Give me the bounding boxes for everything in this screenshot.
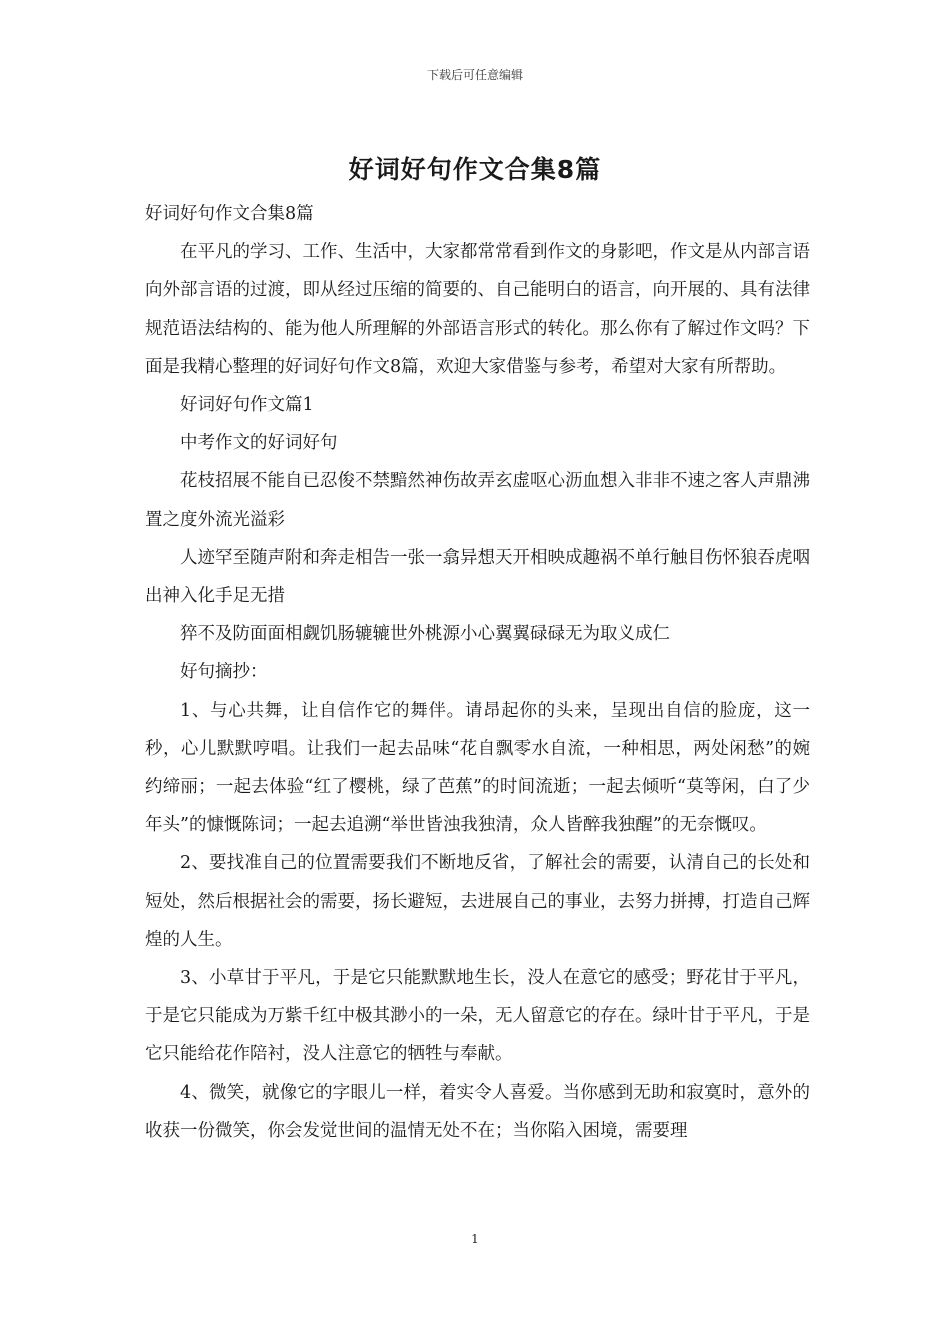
subsection-heading: 中考作文的好词好句 bbox=[180, 433, 338, 454]
word-list-paragraph: 花枝招展不能自已忍俊不禁黯然神伤故弄玄虚呕心沥血想入非非不速之客人声鼎沸置之度外流光溢彩 bbox=[145, 471, 810, 530]
document-title: 好词好句作文合集8篇 bbox=[348, 155, 602, 184]
page-header-note: 下载后可任意编辑 bbox=[426, 68, 523, 82]
page-number: 1 bbox=[471, 1232, 479, 1246]
intro-paragraph: 在平凡的学习、工作、生活中，大家都常常看到作文的身影吧，作文是从内部言语向外部言语的过渡，即从经过压缩的简要的、自己能明白的语言，向开展的、具有法律规范语法结构的、能为他人所理解的外部语言形式的转化。那么你有了解过作文吗？下面是我精心整理的好词好句作文8篇，欢迎大家借鉴与参考，希望对大家有所帮助。 bbox=[145, 242, 810, 377]
excerpt-paragraph: 4、微笑，就像它的字眼儿一样，着实令人喜爱。当你感到无助和寂寞时，意外的收获一份微笑，你会发觉世间的温情无处不在；当你陷入困境，需要理 bbox=[145, 1082, 810, 1141]
excerpt-paragraph: 1、与心共舞，让自信作它的舞伴。请昂起你的头来，呈现出自信的脸庞，这一秒，心儿默默哼唱。让我们一起去品味“花自飘零水自流，一种相思，两处闲愁”的婉约缔丽；一起去体验“红了樱桃，绿了芭蕉”的时间流逝；一起去倾听“莫等闲，白了少年头”的慷慨陈词；一起去追溯“举世皆浊我独清，众人皆醉我独醒”的无奈慨叹。 bbox=[145, 700, 810, 836]
excerpt-paragraph: 2、要找准自己的位置需要我们不断地反省，了解社会的需要，认清自己的长处和短处，然后根据社会的需要，扬长避短，去进展自己的事业，去努力拼搏，打造自己辉煌的人生。 bbox=[145, 853, 810, 950]
document-body bbox=[145, 195, 810, 1150]
excerpt-paragraph: 3、小草甘于平凡，于是它只能默默地生长，没人在意它的感受；野花甘于平凡，于是它只能成为万紫千红中极其渺小的一朵，无人留意它的存在。绿叶甘于平凡，于是它只能给花作陪衬，没人注意它的牺牲与奉献。 bbox=[145, 968, 810, 1065]
section-heading: 好词好句作文篇1 bbox=[180, 395, 314, 416]
word-list-paragraph: 猝不及防面面相觑饥肠辘辘世外桃源小心翼翼碌碌无为取义成仁 bbox=[180, 624, 670, 645]
document-subtitle: 好词好句作文合集8篇 bbox=[145, 204, 314, 224]
excerpt-heading: 好句摘抄： bbox=[180, 662, 268, 683]
word-list-paragraph: 人迹罕至随声附和奔走相告一张一翕异想天开相映成趣祸不单行触目伤怀狼吞虎咽出神入化手足无措 bbox=[145, 547, 810, 607]
